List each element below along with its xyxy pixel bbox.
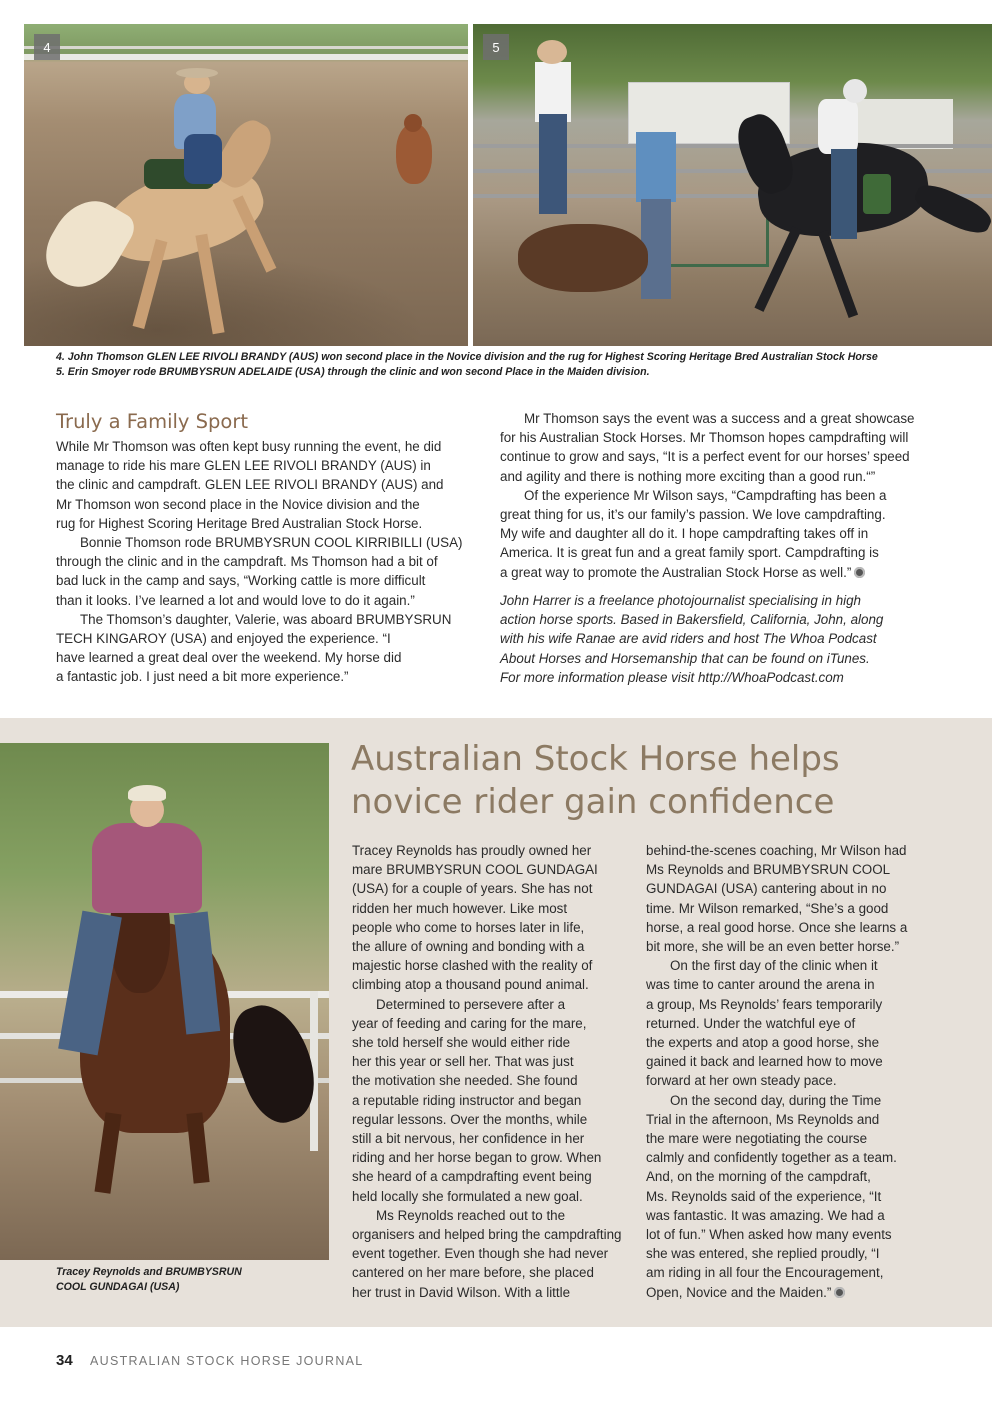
- feature-title-line: novice rider gain confidence: [351, 782, 835, 822]
- text-line: Mr Thomson won second place in the Novice division and the: [56, 496, 420, 512]
- feature-title-line: Australian Stock Horse helps: [351, 739, 840, 779]
- text-line: forward at her own steady pace.: [646, 1073, 837, 1089]
- text-line: a fantastic job. I just need a bit more experience.”: [56, 669, 349, 685]
- text-line: The Thomson’s daughter, Valerie, was aboard BRUMBYSRUN: [80, 611, 452, 627]
- text-line: the clinic and campdraft. GLEN LEE RIVOLI BRANDY (AUS) and: [56, 477, 444, 493]
- photo-caption: Tracey Reynolds and BRUMBYSRUN: [56, 1266, 242, 1278]
- text-line: On the second day, during the Time: [670, 1092, 882, 1108]
- text-line: Mr Thomson says the event was a success and a great showcase: [524, 411, 915, 426]
- text-line: her trust in David Wilson. With a little: [352, 1284, 571, 1300]
- feature-title: [351, 738, 971, 824]
- text-line: (USA) for a couple of years. She has not: [352, 881, 593, 897]
- photo-rider-maiden-division: [473, 24, 992, 346]
- text-line: a reputable riding instructor and began: [352, 1092, 582, 1108]
- text-line: TECH KINGAROY (USA) and enjoyed the experience. “I: [56, 631, 391, 647]
- text-line: was fantastic. It was amazing. We had a: [646, 1207, 885, 1223]
- text-line: was time to canter around the arena in: [646, 977, 875, 993]
- text-line: cantered on her mare before, she placed: [352, 1265, 594, 1281]
- text-line: still a bit nervous, her confidence in her: [352, 1131, 585, 1147]
- text-line: the allure of owning and bonding with a: [352, 939, 585, 955]
- text-line: for his Australian Stock Horses. Mr Thomson hopes campdrafting will: [500, 430, 909, 446]
- article-column-right: [500, 409, 940, 582]
- photo-caption: 5. Erin Smoyer rode BRUMBYSRUN ADELAIDE (USA) through the clinic and won second Place in the Maiden division.: [56, 366, 650, 378]
- text-line: And, on the morning of the campdraft,: [646, 1169, 871, 1185]
- text-line: gained it back and learned how to move: [646, 1054, 883, 1070]
- text-line: held locally she formulated a new goal.: [352, 1188, 583, 1204]
- text-line: time. Mr Wilson remarked, “She’s a good: [646, 900, 889, 916]
- text-line: About Horses and Horsemanship that can be found on iTunes.: [500, 650, 870, 666]
- text-line: have learned a great deal over the weekend. My horse did: [56, 650, 402, 666]
- photo-caption: 4. John Thomson GLEN LEE RIVOLI BRANDY (AUS) won second place in the Novice division and the rug for Highest Scoring Heritage Bred Australian Stock Horse: [56, 351, 878, 363]
- text-line: action horse sports. Based in Bakersfield, California, John, along: [500, 612, 884, 628]
- text-line: she was entered, she replied proudly, “I: [646, 1246, 880, 1262]
- text-line: people who come to horses later in life,: [352, 919, 585, 935]
- text-line: with his wife Ranae are avid riders and host The Whoa Podcast: [500, 631, 877, 647]
- text-line: While Mr Thomson was often kept busy running the event, he did: [56, 439, 442, 454]
- end-mark-icon: [834, 1287, 845, 1298]
- text-line: Ms Reynolds reached out to the: [376, 1207, 566, 1223]
- text-line: great thing for us, it’s our family’s passion. We love campdrafting.: [500, 507, 886, 523]
- feature-column-left: [352, 841, 642, 1302]
- text-line: event together. Even though she had never: [352, 1246, 609, 1262]
- end-mark-icon: [854, 567, 865, 578]
- text-line: regular lessons. Over the months, while: [352, 1111, 588, 1127]
- text-line: Ms Reynolds and BRUMBYSRUN COOL: [646, 862, 891, 878]
- text-line: climbing atop a thousand pound animal.: [352, 977, 589, 993]
- text-line: her this year or sell her. That was just: [352, 1054, 574, 1070]
- photo-caption: COOL GUNDAGAI (USA): [56, 1281, 180, 1293]
- text-line: calmly and confidently together as a team.: [646, 1150, 897, 1166]
- text-line: bad luck in the camp and says, “Working cattle is more difficult: [56, 573, 426, 589]
- text-line: Trial in the afternoon, Ms Reynolds and: [646, 1111, 880, 1127]
- text-line: am riding in all four the Encouragement,: [646, 1265, 884, 1281]
- text-line: mare BRUMBYSRUN COOL GUNDAGAI: [352, 862, 598, 878]
- text-line: manage to ride his mare GLEN LEE RIVOLI BRANDY (AUS) in: [56, 458, 431, 474]
- text-line: horse, a real good horse. Once she learns a: [646, 919, 908, 935]
- photo-number-badge: 5: [483, 34, 509, 60]
- page-number: 34: [56, 1352, 73, 1369]
- text-line: lot of fun.” When asked how many events: [646, 1227, 892, 1243]
- publication-name: AUSTRALIAN STOCK HORSE JOURNAL: [90, 1354, 364, 1368]
- text-line: majestic horse clashed with the reality of: [352, 958, 593, 974]
- text-line: the experts and atop a good horse, she: [646, 1035, 880, 1051]
- text-line: ridden her much however. Like most: [352, 900, 568, 916]
- text-line: Of the experience Mr Wilson says, “Campdrafting has been a: [524, 487, 887, 503]
- text-line: the motivation she needed. She found: [352, 1073, 578, 1089]
- text-line: year of feeding and caring for the mare,: [352, 1015, 587, 1031]
- text-line: the mare were negotiating the course: [646, 1131, 868, 1147]
- text-line: John Harrer is a freelance photojournalist specialising in high: [500, 593, 862, 608]
- text-line: returned. Under the watchful eye of: [646, 1015, 856, 1031]
- text-line: Bonnie Thomson rode BRUMBYSRUN COOL KIRRIBILLI (USA): [80, 535, 463, 551]
- photo-number-badge: 4: [34, 34, 60, 60]
- photo-rider-chasing-calf: [24, 24, 468, 346]
- text-line: bit more, she will be an even better horse.”: [646, 939, 900, 955]
- photo-tracey-reynolds: [0, 743, 329, 1260]
- text-line: GUNDAGAI (USA) cantering about in no: [646, 881, 887, 897]
- feature-column-right: [646, 841, 946, 1302]
- text-line: Open, Novice and the Maiden.”: [646, 1284, 832, 1300]
- text-line: she heard of a campdrafting event being: [352, 1169, 592, 1185]
- text-line: behind-the-scenes coaching, Mr Wilson had: [646, 843, 907, 858]
- text-line: rug for Highest Scoring Heritage Bred Australian Stock Horse.: [56, 515, 423, 531]
- author-bio: [500, 591, 940, 687]
- text-line: than it looks. I’ve learned a lot and would love to do it again.”: [56, 592, 415, 608]
- text-line: My wife and daughter all do it. I hope campdrafting takes off in: [500, 526, 869, 542]
- text-line: organisers and helped bring the campdrafting: [352, 1227, 622, 1243]
- text-line: and agility and there is nothing more exciting than a good run.“”: [500, 468, 876, 484]
- text-line: Ms. Reynolds said of the experience, “It: [646, 1188, 882, 1204]
- section-heading: Truly a Family Sport: [56, 410, 249, 433]
- text-line: On the first day of the clinic when it: [670, 958, 878, 974]
- text-line: she told herself she would either ride: [352, 1035, 571, 1051]
- text-line: continue to grow and says, “It is a perfect event for our horses’ speed: [500, 449, 910, 465]
- text-line: For more information please visit http://WhoaPodcast.com: [500, 669, 844, 685]
- text-line: Tracey Reynolds has proudly owned her: [352, 843, 592, 858]
- text-line: America. It is great fun and a great family sport. Campdrafting is: [500, 545, 879, 561]
- text-line: through the clinic and in the campdraft. Ms Thomson had a bit of: [56, 554, 438, 570]
- text-line: riding and her horse began to grow. When: [352, 1150, 602, 1166]
- text-line: a group, Ms Reynolds’ fears temporarily: [646, 996, 883, 1012]
- text-line: Determined to persevere after a: [376, 996, 566, 1012]
- article-column-left: [56, 437, 476, 687]
- text-line: a great way to promote the Australian Stock Horse as well.”: [500, 564, 852, 580]
